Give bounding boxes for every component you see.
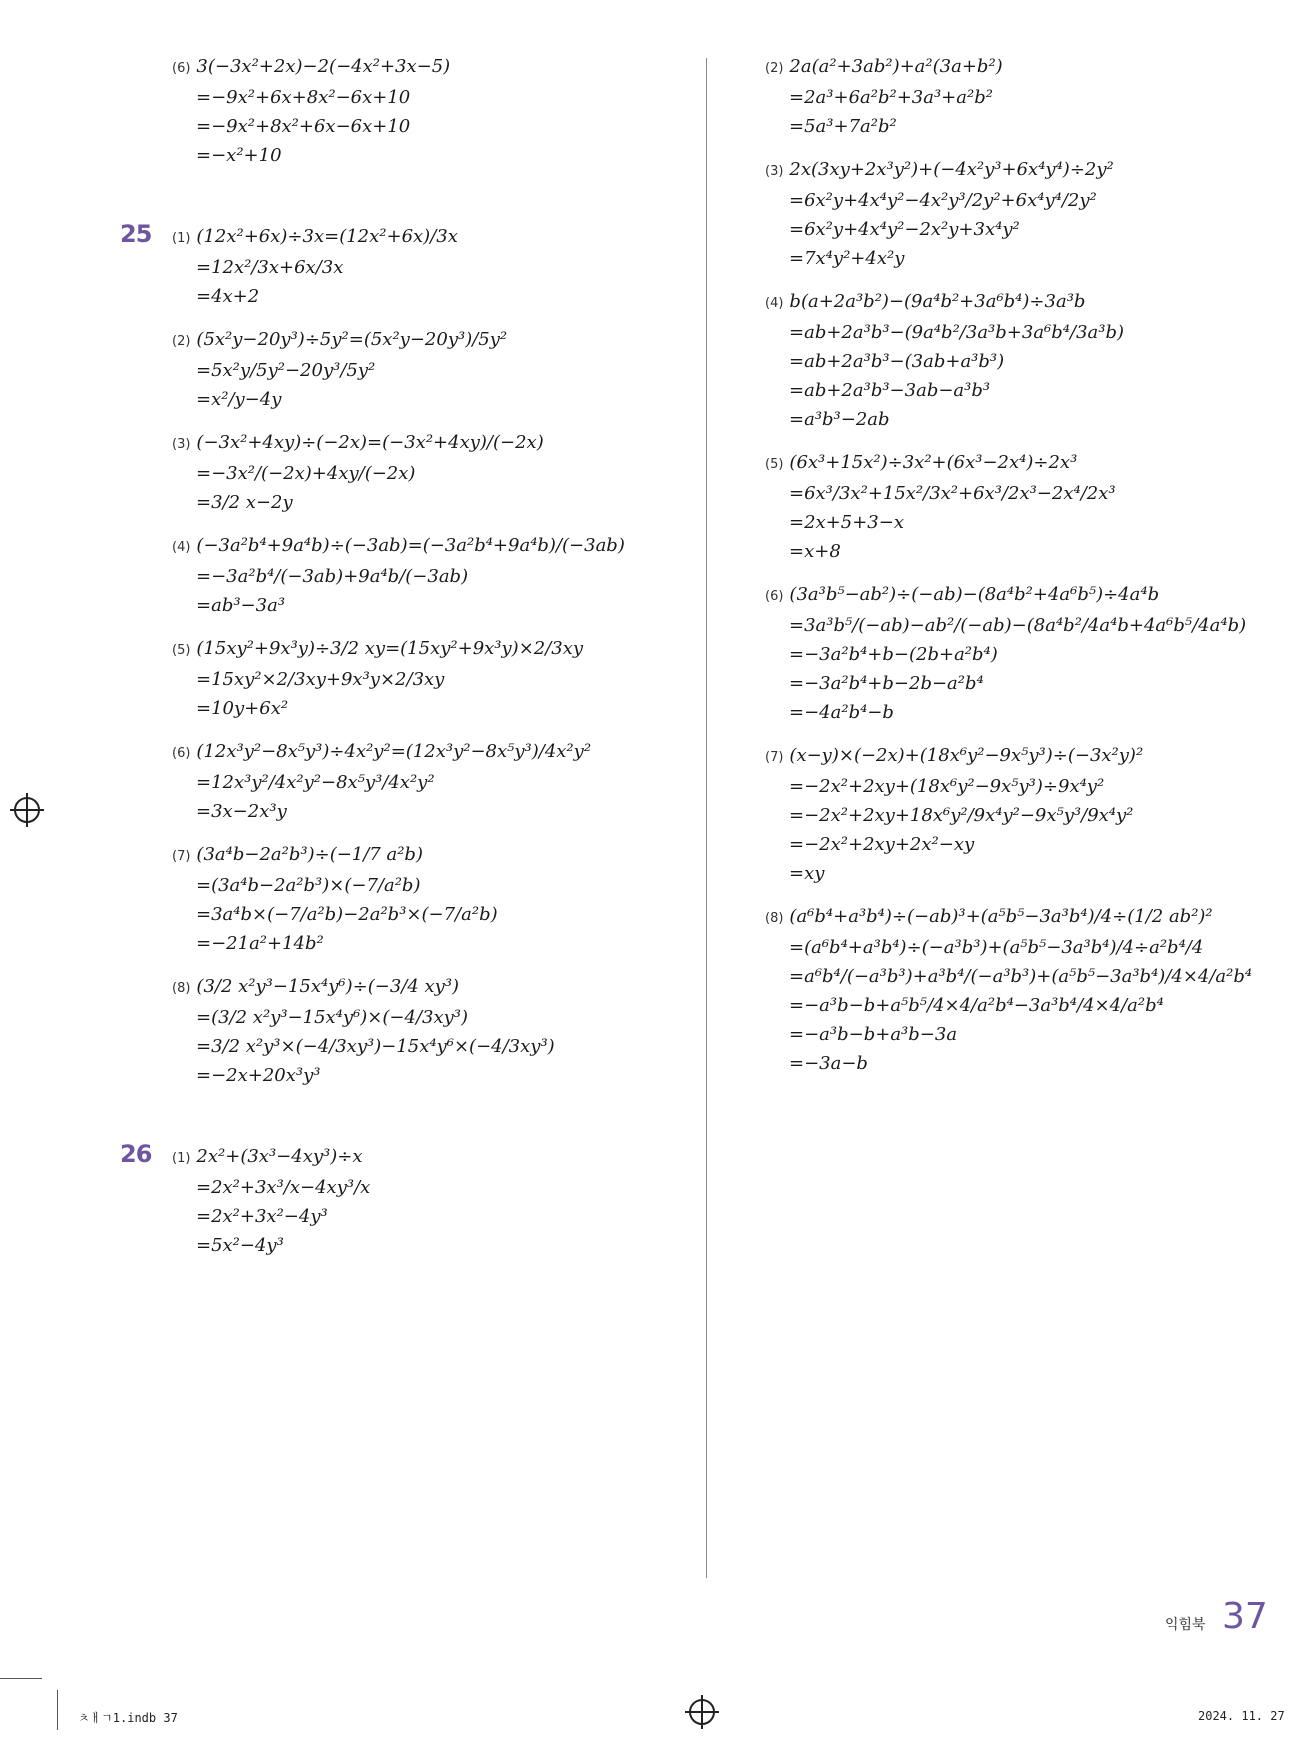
- equation-line: =6x²y+4x⁴y²−2x²y+3x⁴y²: [789, 219, 1020, 240]
- part-tag: (7): [765, 750, 784, 765]
- equation-line: =2a³+6a²b²+3a³+a²b²: [789, 87, 993, 108]
- book-name: 익힘북: [1165, 1617, 1206, 1633]
- equation-line: =ab³−3a³: [196, 595, 286, 616]
- part-tag: (4): [765, 296, 784, 311]
- equation-line: =−3a²b⁴+b−2b−a²b⁴: [789, 673, 984, 694]
- part-tag: (5): [172, 643, 191, 658]
- part-tag: (3): [172, 437, 191, 452]
- part-tag: (1): [172, 231, 191, 246]
- equation-line: =12x³y²/4x²y²−8x⁵y³/4x²y²: [196, 772, 435, 793]
- equation-line: =−2x²+2xy+2x²−xy: [789, 834, 975, 855]
- part-tag: (2): [172, 334, 191, 349]
- equation-line: =4x+2: [196, 286, 260, 307]
- part-tag: (4): [172, 540, 191, 555]
- part-tag: (8): [172, 981, 191, 996]
- part-7: [172, 840, 692, 958]
- part-5: [172, 634, 692, 723]
- page-number: 37: [1222, 1596, 1268, 1637]
- equation-line: (x−y)×(−2x)+(18x⁶y²−9x⁵y³)÷(−3x²y)²: [789, 745, 1144, 766]
- equation-line: =7x⁴y²+4x²y: [789, 248, 905, 269]
- equation-line: (−3x²+4xy)÷(−2x)=(−3x²+4xy)/(−2x): [196, 432, 544, 453]
- equation-line: =3a³b⁵/(−ab)−ab²/(−ab)−(8a⁴b²/4a⁴b+4a⁶b⁵/4a⁴b): [789, 615, 1247, 636]
- equation-line: =(3/2 x²y³−15x⁴y⁶)×(−4/3xy³): [196, 1007, 469, 1028]
- print-date: 2024. 11. 27: [1198, 1709, 1285, 1723]
- part-2: [172, 325, 692, 414]
- equation-line: (12x²+6x)÷3x=(12x²+6x)/3x: [196, 226, 458, 247]
- problem-24-continued: [172, 52, 692, 170]
- equation-line: 2x(3xy+2x³y²)+(−4x²y³+6x⁴y⁴)÷2y²: [789, 159, 1114, 180]
- equation-line: (−3a²b⁴+9a⁴b)÷(−3ab)=(−3a²b⁴+9a⁴b)/(−3ab): [196, 535, 625, 556]
- problem-26: [120, 1140, 692, 1260]
- equation-line: =−2x²+2xy+(18x⁶y²−9x⁵y³)÷9x⁴y²: [789, 776, 1105, 797]
- part-7: [765, 741, 1265, 888]
- equation-line: (12x³y²−8x⁵y³)÷4x²y²=(12x³y²−8x⁵y³)/4x²y²: [196, 741, 592, 762]
- left-column: [120, 52, 692, 1274]
- equation-line: (15xy²+9x³y)÷3/2 xy=(15xy²+9x³y)×2/3xy: [196, 638, 584, 659]
- equation-line: =ab+2a³b³−3ab−a³b³: [789, 380, 991, 401]
- equation-line: =3/2 x−2y: [196, 492, 293, 513]
- equation-line: =−21a²+14b²: [196, 933, 324, 954]
- crop-mark: [0, 1678, 42, 1679]
- part-tag: (1): [172, 1151, 191, 1166]
- registration-mark-icon: [689, 1699, 715, 1725]
- equation-line: (5x²y−20y³)÷5y²=(5x²y−20y³)/5y²: [196, 329, 508, 350]
- equation-line: =(3a⁴b−2a²b³)×(−7/a²b): [196, 875, 421, 896]
- equation-line: =10y+6x²: [196, 698, 289, 719]
- part-6: [172, 52, 692, 170]
- part-4: [765, 287, 1265, 434]
- equation-line: 2x²+(3x³−4xy³)÷x: [196, 1146, 363, 1167]
- equation-line: =3a⁴b×(−7/a²b)−2a²b³×(−7/a²b): [196, 904, 498, 925]
- part-tag: (6): [172, 746, 191, 761]
- part-tag: (8): [765, 911, 784, 926]
- equation-line: =x+8: [789, 541, 841, 562]
- problem-number: 26: [120, 1140, 152, 1168]
- file-label: ㅊㅐㄱ1.indb 37: [78, 1711, 178, 1725]
- equation-line: =2x²+3x²−4y³: [196, 1206, 328, 1227]
- crop-mark: [57, 1690, 58, 1730]
- equation-line: =(a⁶b⁴+a³b⁴)÷(−a³b³)+(a⁵b⁵−3a³b⁴)/4÷a²b⁴/4: [789, 937, 1204, 958]
- part-tag: (6): [765, 589, 784, 604]
- problem-number: 25: [120, 220, 152, 248]
- part-5: [765, 448, 1265, 566]
- equation-line: =−x²+10: [196, 145, 282, 166]
- equation-line: (3a³b⁵−ab²)÷(−ab)−(8a⁴b²+4a⁶b⁵)÷4a⁴b: [789, 584, 1160, 605]
- problem-25: [120, 220, 692, 1090]
- equation-line: =5x²y/5y²−20y³/5y²: [196, 360, 376, 381]
- equation-line: =−2x²+2xy+18x⁶y²/9x⁴y²−9x⁵y³/9x⁴y²: [789, 805, 1134, 826]
- right-column: [765, 52, 1265, 1092]
- part-tag: (5): [765, 457, 784, 472]
- equation-line: =x²/y−4y: [196, 389, 282, 410]
- part-1: [172, 1142, 692, 1260]
- equation-line: =xy: [789, 863, 825, 884]
- part-3: [172, 428, 692, 517]
- part-6: [765, 580, 1265, 727]
- equation-line: =−3a−b: [789, 1053, 868, 1074]
- equation-line: (a⁶b⁴+a³b⁴)÷(−ab)³+(a⁵b⁵−3a³b⁴)/4÷(1/2 ab²)²: [789, 906, 1213, 927]
- part-4: [172, 531, 692, 620]
- equation-line: =3x−2x³y: [196, 801, 287, 822]
- equation-line: =ab+2a³b³−(3ab+a³b³): [789, 351, 1005, 372]
- equation-line: =a³b³−2ab: [789, 409, 890, 430]
- part-3: [765, 155, 1265, 273]
- part-tag: (3): [765, 164, 784, 179]
- part-6: [172, 737, 692, 826]
- equation-line: =−3x²/(−2x)+4xy/(−2x): [196, 463, 416, 484]
- equation-line: =15xy²×2/3xy+9x³y×2/3xy: [196, 669, 445, 690]
- equation-line: 3(−3x²+2x)−2(−4x²+3x−5): [196, 56, 451, 77]
- part-2: [765, 52, 1265, 141]
- equation-line: =3/2 x²y³×(−4/3xy³)−15x⁴y⁶×(−4/3xy³): [196, 1036, 555, 1057]
- equation-line: (3/2 x²y³−15x⁴y⁶)÷(−3/4 xy³): [196, 976, 460, 997]
- equation-line: =−9x²+8x²+6x−6x+10: [196, 116, 411, 137]
- part-tag: (2): [765, 61, 784, 76]
- equation-line: =−3a²b⁴+b−(2b+a²b⁴): [789, 644, 998, 665]
- equation-line: (3a⁴b−2a²b³)÷(−1/7 a²b): [196, 844, 423, 865]
- equation-line: b(a+2a³b²)−(9a⁴b²+3a⁶b⁴)÷3a³b: [789, 291, 1086, 312]
- part-8: [765, 902, 1265, 1078]
- equation-line: =−9x²+6x+8x²−6x+10: [196, 87, 411, 108]
- registration-mark-icon: [14, 797, 40, 823]
- equation-line: (6x³+15x²)÷3x²+(6x³−2x⁴)÷2x³: [789, 452, 1078, 473]
- equation-line: =−3a²b⁴/(−3ab)+9a⁴b/(−3ab): [196, 566, 469, 587]
- equation-line: =a⁶b⁴/(−a³b³)+a³b⁴/(−a³b³)+(a⁵b⁵−3a³b⁴)/4×4/a²b⁴: [789, 966, 1253, 987]
- part-tag: (6): [172, 61, 191, 76]
- equation-line: =−a³b−b+a⁵b⁵/4×4/a²b⁴−3a³b⁴/4×4/a²b⁴: [789, 995, 1164, 1016]
- column-divider: [706, 58, 707, 1578]
- equation-line: =−2x+20x³y³: [196, 1065, 321, 1086]
- equation-line: =5x²−4y³: [196, 1235, 284, 1256]
- part-8: [172, 972, 692, 1090]
- equation-line: 2a(a²+3ab²)+a²(3a+b²): [789, 56, 1003, 77]
- equation-line: =−a³b−b+a³b−3a: [789, 1024, 958, 1045]
- equation-line: =12x²/3x+6x/3x: [196, 257, 344, 278]
- equation-line: =5a³+7a²b²: [789, 116, 897, 137]
- equation-line: =2x²+3x³/x−4xy³/x: [196, 1177, 371, 1198]
- equation-line: =ab+2a³b³−(9a⁴b²/3a³b+3a⁶b⁴/3a³b): [789, 322, 1125, 343]
- equation-line: =2x+5+3−x: [789, 512, 904, 533]
- part-1: [172, 222, 692, 311]
- equation-line: =6x²y+4x⁴y²−4x²y³/2y²+6x⁴y⁴/2y²: [789, 190, 1097, 211]
- equation-line: =6x³/3x²+15x²/3x²+6x³/2x³−2x⁴/2x³: [789, 483, 1116, 504]
- part-tag: (7): [172, 849, 191, 864]
- equation-line: =−4a²b⁴−b: [789, 702, 894, 723]
